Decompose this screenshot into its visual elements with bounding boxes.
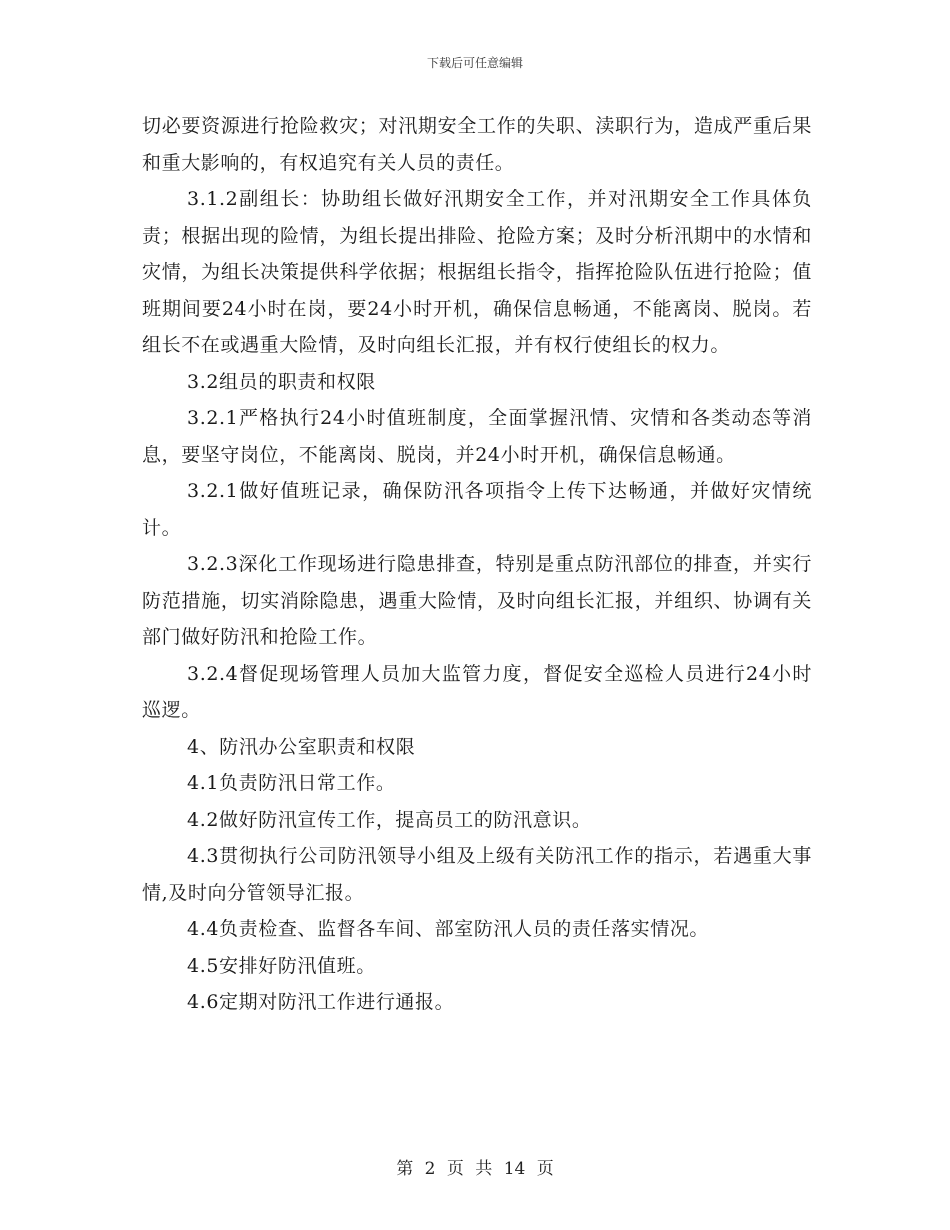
document-body (142, 108, 812, 1021)
page-number-footer: 第 2 页 共 14 页 (396, 1159, 554, 1179)
section-heading-3-2: 3.2组员的职责和权限 (187, 370, 376, 393)
paragraph-4-1: 4.1负责防汛日常工作。 (187, 772, 396, 794)
paragraph-3-2-1-b: 3.2.1做好值班记录，确保防汛各项指令上传下达畅通，并做好灾情统计。 (142, 480, 812, 539)
paragraph-4-5: 4.5安排好防汛值班。 (187, 954, 376, 977)
paragraph-3-2-4: 3.2.4督促现场管理人员加大监管力度，督促安全巡检人员进行24小时巡逻。 (142, 662, 812, 721)
paragraph-3-2-1-a: 3.2.1严格执行24小时值班制度，全面掌握汛情、灾情和各类动态等消息，要坚守岗位，不能离岗、脱岗，并24小时开机，确保信息畅通。 (142, 407, 812, 466)
page-header: 下载后可任意编辑 (426, 56, 523, 70)
paragraph-3-1-2: 3.1.2副组长：协助组长做好汛期安全工作，并对汛期安全工作具体负责；根据出现的险情，为组长提出排险、抢险方案；及时分析汛期中的水情和灾情，为组长决策提供科学依据；根据组长指令，指挥抢险队伍进行抢险；值班期间要24小时在岗，要24小时开机，确保信息畅通，不能离岗、脱岗。若组长不在或遇重大险情，及时向组长汇报，并有权行使组长的权力。 (142, 188, 812, 356)
paragraph-continuation: 切必要资源进行抢险救灾；对汛期安全工作的失职、渎职行为，造成严重后果和重大影响的，有权追究有关人员的责任。 (142, 115, 812, 174)
paragraph-4-6: 4.6定期对防汛工作进行通报。 (187, 991, 455, 1013)
paragraph-4-3: 4.3贯彻执行公司防汛领导小组及上级有关防汛工作的指示，若遇重大事情,及时向分管领导汇报。 (142, 845, 812, 904)
paragraph-4-4: 4.4负责检查、监督各车间、部室防汛人员的责任落实情况。 (187, 918, 710, 940)
section-heading-4: 4、防汛办公室职责和权限 (187, 735, 416, 758)
paragraph-3-2-3: 3.2.3深化工作现场进行隐患排查，特别是重点防汛部位的排查，并实行防范措施，切实消除隐患，遇重大险情，及时向组长汇报，并组织、协调有关部门做好防汛和抢险工作。 (142, 553, 812, 648)
paragraph-4-2: 4.2做好防汛宣传工作，提高员工的防汛意识。 (187, 808, 592, 831)
